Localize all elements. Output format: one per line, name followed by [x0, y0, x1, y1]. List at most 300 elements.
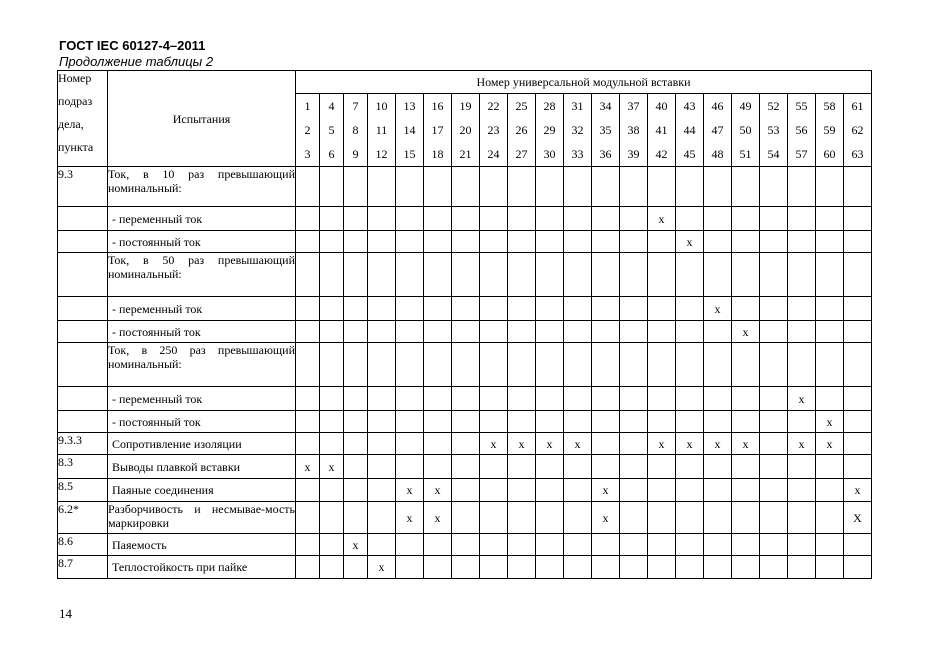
mark-cell [732, 343, 760, 387]
insert-number: 16 [431, 99, 444, 113]
mark-cell [536, 167, 564, 207]
insert-number: 25 [515, 99, 528, 113]
insert-number: 21 [459, 147, 472, 161]
insert-number: 9 [352, 147, 359, 161]
mark-cell [592, 343, 620, 387]
section-number-cell: 6.2* [58, 502, 108, 534]
mark-cell [844, 343, 872, 387]
mark-cell [368, 455, 396, 479]
insert-number: 54 [767, 147, 780, 161]
section-number-cell: 9.3 [58, 167, 108, 207]
insert-number-column-header [480, 94, 508, 167]
mark-cell [344, 321, 368, 343]
mark-cell [424, 343, 452, 387]
mark-cell: х [396, 502, 424, 534]
mark-cell [704, 479, 732, 502]
insert-number: 7 [352, 99, 359, 113]
table-row [58, 297, 872, 321]
table-row [58, 387, 872, 411]
mark-cell [452, 343, 480, 387]
insert-number: 62 [851, 123, 864, 137]
mark-cell [844, 556, 872, 579]
mark-cell [344, 253, 368, 297]
mark-cell [344, 207, 368, 231]
mark-cell [648, 321, 676, 343]
mark-cell [424, 433, 452, 455]
mark-cell [424, 167, 452, 207]
mark-cell [732, 207, 760, 231]
insert-number: 17 [431, 123, 444, 137]
section-number-cell: 9.3.3 [58, 433, 108, 455]
mark-cell: х [592, 502, 620, 534]
mark-cell: х [424, 479, 452, 502]
insert-number: 19 [459, 99, 472, 113]
mark-cell: х [788, 433, 816, 455]
insert-number-column-header [592, 94, 620, 167]
insert-number: 14 [403, 123, 416, 137]
mark-cell [480, 297, 508, 321]
mark-cell [788, 556, 816, 579]
mark-cell [564, 343, 592, 387]
mark-cell [760, 433, 788, 455]
insert-number: 26 [515, 123, 528, 137]
insert-number: 27 [515, 147, 528, 161]
mark-cell [760, 343, 788, 387]
mark-cell: х [368, 556, 396, 579]
insert-number: 42 [655, 147, 668, 161]
insert-number-column-header [816, 94, 844, 167]
mark-cell [648, 387, 676, 411]
insert-number: 12 [375, 147, 388, 161]
insert-number: 49 [739, 99, 752, 113]
insert-number: 13 [403, 99, 416, 113]
mark-cell [344, 343, 368, 387]
insert-number: 58 [823, 99, 836, 113]
insert-number: 55 [795, 99, 808, 113]
insert-number: 41 [655, 123, 668, 137]
insert-number: 31 [571, 99, 584, 113]
mark-cell [592, 253, 620, 297]
insert-number: 57 [795, 147, 808, 161]
table-row [58, 167, 872, 207]
mark-cell [536, 502, 564, 534]
mark-cell [452, 411, 480, 433]
insert-number: 29 [543, 123, 556, 137]
mark-cell [732, 479, 760, 502]
mark-cell [508, 387, 536, 411]
insert-number-column-header [564, 94, 592, 167]
mark-cell [844, 411, 872, 433]
mark-cell [620, 556, 648, 579]
mark-cell [620, 433, 648, 455]
mark-cell [844, 231, 872, 253]
mark-cell [564, 167, 592, 207]
mark-cell [396, 343, 424, 387]
mark-cell [816, 534, 844, 556]
mark-cell [648, 534, 676, 556]
test-description-cell: - постоянный ток [108, 231, 296, 253]
mark-cell [320, 387, 344, 411]
mark-cell [620, 534, 648, 556]
mark-cell [564, 479, 592, 502]
mark-cell [788, 297, 816, 321]
mark-cell [732, 556, 760, 579]
mark-cell: х [480, 433, 508, 455]
mark-cell [648, 502, 676, 534]
mark-cell [536, 534, 564, 556]
mark-cell [788, 502, 816, 534]
mark-cell [344, 297, 368, 321]
table-row [58, 502, 872, 534]
mark-cell [480, 231, 508, 253]
mark-cell [564, 387, 592, 411]
mark-cell [564, 207, 592, 231]
section-number-header [58, 71, 108, 167]
mark-cell [396, 556, 424, 579]
mark-cell [844, 534, 872, 556]
mark-cell [592, 321, 620, 343]
mark-cell [508, 231, 536, 253]
mark-cell [480, 502, 508, 534]
mark-cell [320, 253, 344, 297]
mark-cell [368, 297, 396, 321]
insert-number-group-header: Номер универсальной модульной вставки [296, 71, 872, 94]
mark-cell [760, 231, 788, 253]
mark-cell [320, 534, 344, 556]
insert-number-column-header [732, 94, 760, 167]
mark-cell [396, 207, 424, 231]
mark-cell [480, 534, 508, 556]
mark-cell [536, 297, 564, 321]
mark-cell: х [676, 433, 704, 455]
mark-cell [732, 297, 760, 321]
mark-cell [620, 231, 648, 253]
test-description-cell: Выводы плавкой вставки [108, 455, 296, 479]
mark-cell: х [424, 502, 452, 534]
mark-cell [788, 207, 816, 231]
insert-number: 20 [459, 123, 472, 137]
mark-cell [368, 502, 396, 534]
mark-cell [296, 387, 320, 411]
mark-cell [816, 455, 844, 479]
mark-cell [508, 534, 536, 556]
mark-cell [844, 387, 872, 411]
mark-cell [344, 411, 368, 433]
insert-number: 51 [739, 147, 752, 161]
mark-cell [536, 231, 564, 253]
mark-cell [704, 556, 732, 579]
mark-cell [648, 455, 676, 479]
test-description-cell: Ток, в 10 раз превышающий номинальный: [108, 167, 296, 207]
mark-cell: х [788, 387, 816, 411]
insert-number: 48 [711, 147, 724, 161]
mark-cell [368, 534, 396, 556]
mark-cell [368, 321, 396, 343]
section-number-cell [58, 253, 108, 297]
mark-cell [620, 502, 648, 534]
insert-number: 6 [328, 147, 335, 161]
mark-cell [536, 343, 564, 387]
mark-cell [536, 455, 564, 479]
mark-cell [536, 253, 564, 297]
mark-cell [508, 556, 536, 579]
section-number-cell: 8.7 [58, 556, 108, 579]
mark-cell [844, 167, 872, 207]
mark-cell [760, 502, 788, 534]
mark-cell [788, 167, 816, 207]
mark-cell [296, 321, 320, 343]
insert-number-column-header [508, 94, 536, 167]
mark-cell: х [732, 433, 760, 455]
mark-cell [396, 231, 424, 253]
mark-cell [320, 231, 344, 253]
mark-cell [508, 207, 536, 231]
mark-cell [564, 556, 592, 579]
mark-cell [452, 556, 480, 579]
mark-cell [480, 343, 508, 387]
insert-number: 28 [543, 99, 556, 113]
insert-number: 3 [304, 147, 311, 161]
mark-cell [564, 534, 592, 556]
insert-number-column-header [760, 94, 788, 167]
mark-cell [344, 455, 368, 479]
mark-cell [396, 433, 424, 455]
mark-cell [844, 253, 872, 297]
insert-number: 44 [683, 123, 696, 137]
insert-number: 59 [823, 123, 836, 137]
mark-cell [620, 343, 648, 387]
mark-cell [704, 231, 732, 253]
mark-cell [620, 321, 648, 343]
mark-cell [564, 411, 592, 433]
mark-cell [788, 343, 816, 387]
mark-cell [676, 556, 704, 579]
mark-cell [344, 433, 368, 455]
mark-cell [760, 297, 788, 321]
mark-cell [592, 455, 620, 479]
mark-cell [296, 433, 320, 455]
test-description-cell: Теплостойкость при пайке [108, 556, 296, 579]
test-description-cell: - переменный ток [108, 297, 296, 321]
mark-cell [424, 321, 452, 343]
mark-cell [592, 167, 620, 207]
mark-cell [452, 534, 480, 556]
mark-cell [320, 297, 344, 321]
mark-cell [676, 253, 704, 297]
mark-cell [732, 534, 760, 556]
mark-cell [760, 455, 788, 479]
mark-cell [760, 207, 788, 231]
mark-cell [480, 455, 508, 479]
mark-cell [344, 167, 368, 207]
mark-cell [296, 343, 320, 387]
mark-cell [788, 534, 816, 556]
mark-cell [424, 534, 452, 556]
mark-cell [816, 502, 844, 534]
mark-cell [816, 479, 844, 502]
tests-table [57, 70, 872, 579]
mark-cell [508, 502, 536, 534]
mark-cell [676, 534, 704, 556]
table-row [58, 433, 872, 455]
mark-cell [592, 556, 620, 579]
insert-number-column-header [396, 94, 424, 167]
insert-number: 8 [352, 123, 359, 137]
insert-number: 2 [304, 123, 311, 137]
mark-cell [424, 411, 452, 433]
mark-cell [344, 479, 368, 502]
mark-cell [296, 479, 320, 502]
mark-cell [424, 297, 452, 321]
insert-number: 35 [599, 123, 612, 137]
mark-cell [536, 411, 564, 433]
mark-cell [320, 207, 344, 231]
header-row-group [58, 71, 872, 94]
mark-cell: х [816, 433, 844, 455]
mark-cell [788, 479, 816, 502]
mark-cell [508, 321, 536, 343]
mark-cell [844, 455, 872, 479]
mark-cell: х [296, 455, 320, 479]
insert-number-column-header [344, 94, 368, 167]
insert-number: 24 [487, 147, 500, 161]
mark-cell [396, 411, 424, 433]
table-row [58, 207, 872, 231]
mark-cell [620, 455, 648, 479]
mark-cell [844, 433, 872, 455]
mark-cell [620, 167, 648, 207]
insert-number-column-header [620, 94, 648, 167]
document-header [59, 38, 213, 69]
test-description-cell: - переменный ток [108, 387, 296, 411]
mark-cell [508, 343, 536, 387]
mark-cell [344, 387, 368, 411]
test-description-cell: Паяные соединения [108, 479, 296, 502]
mark-cell [676, 387, 704, 411]
mark-cell [424, 207, 452, 231]
mark-cell [620, 387, 648, 411]
mark-cell [732, 253, 760, 297]
mark-cell [296, 167, 320, 207]
mark-cell: х [648, 433, 676, 455]
test-description-cell: - переменный ток [108, 207, 296, 231]
mark-cell [648, 297, 676, 321]
section-number-cell [58, 231, 108, 253]
mark-cell [760, 411, 788, 433]
insert-number-column-header [368, 94, 396, 167]
section-number-cell [58, 297, 108, 321]
mark-cell [620, 479, 648, 502]
mark-cell [564, 502, 592, 534]
insert-number-column-header [676, 94, 704, 167]
insert-number: 47 [711, 123, 724, 137]
mark-cell [452, 502, 480, 534]
insert-number: 10 [375, 99, 388, 113]
test-description-cell: Ток, в 50 раз превышающий номинальный: [108, 253, 296, 297]
insert-number-column-header [296, 94, 320, 167]
insert-number: 4 [328, 99, 335, 113]
mark-cell [564, 321, 592, 343]
test-description-cell: - постоянный ток [108, 411, 296, 433]
mark-cell [368, 231, 396, 253]
insert-number: 38 [627, 123, 640, 137]
insert-number-column-header [704, 94, 732, 167]
mark-cell [732, 455, 760, 479]
mark-cell [676, 207, 704, 231]
section-number-cell: 8.5 [58, 479, 108, 502]
mark-cell [508, 297, 536, 321]
insert-number: 23 [487, 123, 500, 137]
mark-cell [704, 387, 732, 411]
mark-cell [396, 534, 424, 556]
mark-cell [296, 207, 320, 231]
mark-cell [396, 321, 424, 343]
mark-cell [452, 297, 480, 321]
mark-cell [620, 297, 648, 321]
mark-cell [648, 556, 676, 579]
insert-number-column-header [424, 94, 452, 167]
mark-cell [564, 231, 592, 253]
insert-number-column-header [648, 94, 676, 167]
mark-cell [676, 479, 704, 502]
mark-cell [368, 207, 396, 231]
insert-number: 33 [571, 147, 584, 161]
table-row [58, 556, 872, 579]
mark-cell: х [508, 433, 536, 455]
insert-number: 30 [543, 147, 556, 161]
mark-cell [648, 253, 676, 297]
mark-cell: х [564, 433, 592, 455]
mark-cell [296, 253, 320, 297]
table-row [58, 455, 872, 479]
mark-cell [760, 479, 788, 502]
mark-cell [816, 297, 844, 321]
mark-cell [704, 502, 732, 534]
mark-cell [296, 297, 320, 321]
mark-cell [816, 207, 844, 231]
mark-cell: х [704, 297, 732, 321]
table-row [58, 411, 872, 433]
mark-cell [788, 411, 816, 433]
mark-cell [344, 556, 368, 579]
mark-cell [704, 534, 732, 556]
section-number-header-line: подраз [58, 94, 93, 108]
insert-number: 36 [599, 147, 612, 161]
mark-cell [648, 479, 676, 502]
mark-cell [676, 502, 704, 534]
mark-cell [816, 167, 844, 207]
insert-number: 32 [571, 123, 584, 137]
mark-cell [296, 502, 320, 534]
mark-cell [368, 253, 396, 297]
test-description-cell: Ток, в 250 раз превышающий номинальный: [108, 343, 296, 387]
mark-cell [592, 433, 620, 455]
mark-cell [788, 253, 816, 297]
mark-cell [536, 479, 564, 502]
table-row [58, 479, 872, 502]
mark-cell [760, 167, 788, 207]
mark-cell [676, 455, 704, 479]
section-number-header-line: Номер [58, 71, 92, 85]
insert-number: 40 [655, 99, 668, 113]
mark-cell [536, 387, 564, 411]
mark-cell [368, 387, 396, 411]
mark-cell [424, 455, 452, 479]
mark-cell [564, 297, 592, 321]
insert-number: 37 [627, 99, 640, 113]
section-number-cell: 8.6 [58, 534, 108, 556]
insert-number: 45 [683, 147, 696, 161]
